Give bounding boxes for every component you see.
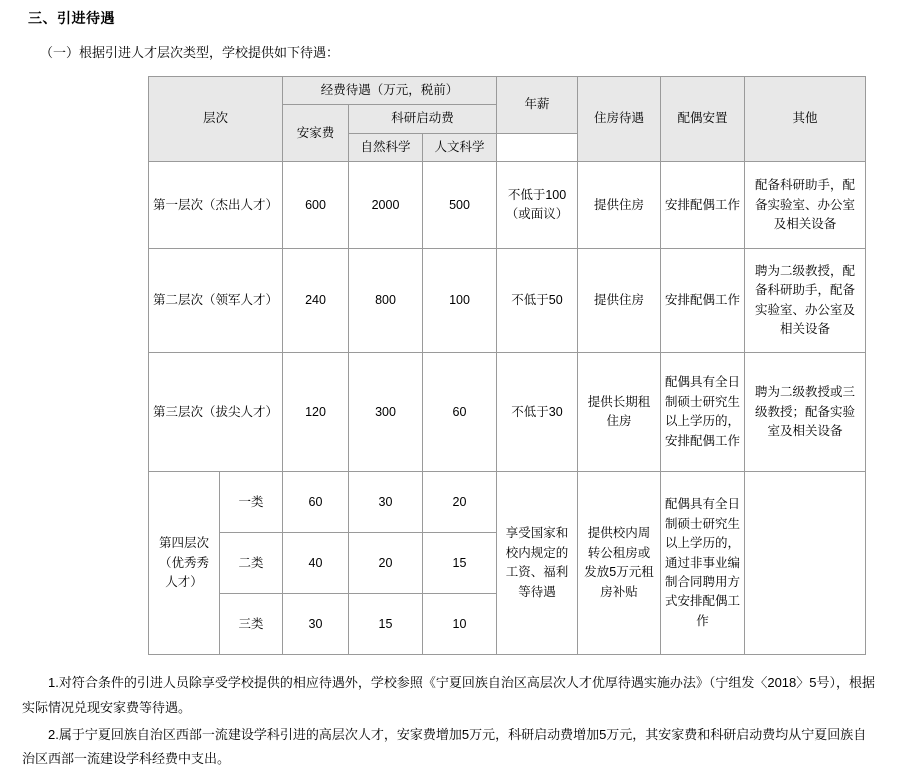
header-natural-science: 自然科学 — [349, 133, 423, 161]
row-humanities: 20 — [423, 472, 497, 533]
row-housing: 提供校内周转公租房或发放5万元租房补贴 — [578, 472, 661, 655]
table-row — [149, 162, 866, 249]
row-level: 第二层次（领军人才） — [149, 249, 283, 353]
row-natural-science: 800 — [349, 249, 423, 353]
row-settling-fee: 60 — [283, 472, 349, 533]
header-humanities: 人文科学 — [423, 133, 497, 161]
row-level: 第三层次（拔尖人才） — [149, 353, 283, 472]
row-humanities: 60 — [423, 353, 497, 472]
table-row — [149, 472, 866, 533]
row-humanities: 500 — [423, 162, 497, 249]
row-other: 聘为二级教授，配备科研助手，配备实验室、办公室及相关设备 — [745, 249, 866, 353]
header-spouse: 配偶安置 — [661, 77, 745, 162]
row-sub-level: 二类 — [220, 533, 283, 594]
row-natural-science: 300 — [349, 353, 423, 472]
row-natural-science: 20 — [349, 533, 423, 594]
row-settling-fee: 600 — [283, 162, 349, 249]
row-annual-salary: 不低于50 — [497, 249, 578, 353]
header-research-startup: 科研启动费 — [349, 105, 497, 133]
table-row — [149, 249, 866, 353]
row-spouse: 配偶具有全日制硕士研究生以上学历的，安排配偶工作 — [661, 353, 745, 472]
note-item: 1.对符合条件的引进人员除享受学校提供的相应待遇外，学校参照《宁夏回族自治区高层次人才优厚待遇实施办法》（宁组发〈2018〉5号），根据实际情况兑现安家费等待遇。 — [22, 675, 875, 715]
row-spouse: 配偶具有全日制硕士研究生以上学历的，通过非事业编制合同聘用方式安排配偶工作 — [661, 472, 745, 655]
header-level: 层次 — [149, 77, 283, 162]
row-settling-fee: 120 — [283, 353, 349, 472]
header-funding-group: 经费待遇（万元，税前） — [283, 77, 497, 105]
table-header — [149, 77, 866, 162]
header-housing: 住房待遇 — [578, 77, 661, 162]
note-item: 2.属于宁夏回族自治区西部一流建设学科引进的高层次人才，安家费增加5万元，科研启动费增加5万元，其安家费和科研启动费均从宁夏回族自治区西部一流建设学科经费中支出。 — [22, 726, 867, 767]
row-other: 配备科研助手，配备实验室、办公室及相关设备 — [745, 162, 866, 249]
header-row-1 — [149, 77, 866, 105]
row-humanities: 15 — [423, 533, 497, 594]
row-sub-level: 三类 — [220, 594, 283, 655]
row-spouse: 安排配偶工作 — [661, 249, 745, 353]
row-settling-fee: 30 — [283, 594, 349, 655]
benefits-table-wrapper — [148, 76, 899, 655]
row-level: 第一层次（杰出人才） — [149, 162, 283, 249]
row-annual-salary: 不低于30 — [497, 353, 578, 472]
row-natural-science: 2000 — [349, 162, 423, 249]
row-natural-science: 15 — [349, 594, 423, 655]
row-level: 第四层次（优秀秀人才） — [149, 472, 220, 655]
row-annual-salary: 不低于100（或面议） — [497, 162, 578, 249]
header-settling-fee: 安家费 — [283, 105, 349, 162]
row-other: 聘为二级教授或三级教授；配备实验室及相关设备 — [745, 353, 866, 472]
row-spouse: 安排配偶工作 — [661, 162, 745, 249]
header-annual-salary: 年薪 — [497, 77, 578, 134]
document-page — [0, 8, 899, 770]
row-natural-science: 30 — [349, 472, 423, 533]
row-sub-level: 一类 — [220, 472, 283, 533]
table-row — [149, 353, 866, 472]
table-body — [149, 162, 866, 655]
section-title: 三、引进待遇 — [28, 10, 115, 26]
row-settling-fee: 240 — [283, 249, 349, 353]
row-housing: 提供住房 — [578, 162, 661, 249]
intro-paragraph: （一）根据引进人才层次类型，学校提供如下待遇： — [40, 45, 340, 60]
notes-section — [0, 671, 899, 772]
row-humanities: 10 — [423, 594, 497, 655]
row-housing: 提供住房 — [578, 249, 661, 353]
row-settling-fee: 40 — [283, 533, 349, 594]
header-other: 其他 — [745, 77, 866, 162]
benefits-table — [148, 76, 866, 655]
row-annual-salary: 享受国家和校内规定的工资、福利等待遇 — [497, 472, 578, 655]
row-housing: 提供长期租住房 — [578, 353, 661, 472]
row-other — [745, 472, 866, 655]
row-humanities: 100 — [423, 249, 497, 353]
